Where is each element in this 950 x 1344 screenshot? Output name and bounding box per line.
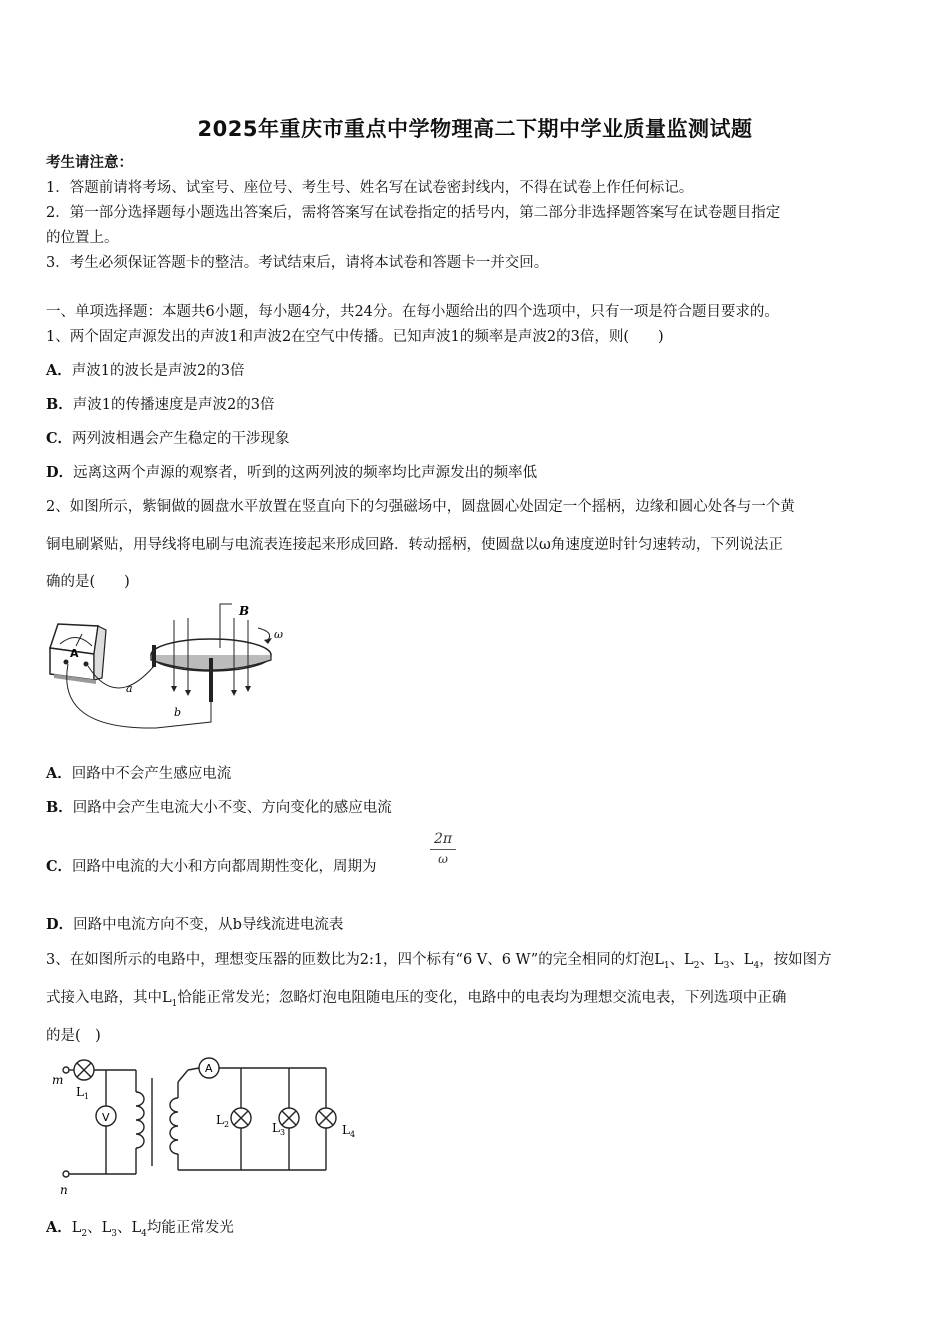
option-letter: B．: [46, 396, 73, 413]
subscript: 3: [723, 960, 730, 971]
stem-sep: 、L: [699, 952, 724, 968]
notice-item: 3．考生必须保证答题卡的整洁。考试结束后，请将本试卷和答题卡一并交回。: [46, 255, 549, 271]
center-axle: [209, 658, 213, 702]
question-2-stem: 铜电刷紧贴，用导线将电刷与电流表连接起来形成回路．转动摇柄，使圆盘以ω角速度逆时针匀速转动，下列说法正: [46, 537, 783, 553]
option-text: 声波1的传播速度是声波2的3倍: [72, 397, 275, 413]
voltmeter-label: V: [102, 1111, 110, 1124]
option-text: 回路中电流的大小和方向都周期性变化，周期为: [72, 859, 377, 875]
q2-option-b: [46, 798, 392, 818]
option-letter: C．: [46, 858, 73, 875]
terminal-n-label: n: [60, 1183, 68, 1197]
option-text: L: [101, 1220, 112, 1236]
wire-b-label: b: [174, 706, 182, 719]
q1-option-b: [46, 395, 274, 415]
option-text: 回路中会产生电流大小不变、方向变化的感应电流: [72, 800, 392, 816]
lamp-l1-label: $L_1$: [76, 1085, 90, 1101]
stem-text: 式接入电路，其中L: [46, 990, 172, 1006]
option-text: L: [131, 1220, 142, 1236]
q3-option-a: [46, 1218, 234, 1244]
stem-text: ，按如图方: [759, 952, 832, 968]
notice-header: 考生请注意：: [46, 154, 133, 171]
question-2-stem: 确的是( ): [46, 574, 130, 590]
subscript: 2: [81, 1228, 88, 1239]
omega-label: ω: [274, 628, 283, 641]
q2-option-d: [46, 915, 343, 935]
period-fraction: [428, 830, 458, 867]
q1-option-d: [46, 463, 537, 483]
stem-text: 恰能正常发光；忽略灯泡电阻随电压的变化，电路中的电表均为理想交流电表，下列选项中正确: [177, 990, 787, 1006]
option-letter: A．: [46, 1219, 72, 1236]
option-text: 回路中不会产生感应电流: [71, 766, 232, 782]
stem-sep: 、L: [729, 952, 754, 968]
question-1-stem: 1、两个固定声源发出的声波1和声波2在空气中传播。已知声波1的频率是声波2的3倍，则( ): [46, 329, 664, 345]
subscript: 1: [171, 998, 178, 1009]
question-3-stem: [46, 988, 786, 1014]
option-letter: D．: [46, 916, 74, 933]
option-sep: 、: [87, 1220, 102, 1236]
fraction-numerator: 2π: [433, 831, 453, 847]
subscript: 4: [753, 960, 760, 971]
subscript: 3: [111, 1228, 118, 1239]
terminal-m-label: m: [52, 1073, 64, 1087]
q1-option-c: [46, 429, 290, 449]
q1-option-a: [46, 361, 244, 381]
option-text: 均能正常发光: [146, 1220, 234, 1236]
question-2-stem: 2、如图所示，紫铜做的圆盘水平放置在竖直向下的匀强磁场中，圆盘圆心处固定一个摇柄，边缘和圆心处各与一个黄: [46, 499, 795, 515]
lamp-l3-label: $L_3$: [272, 1121, 286, 1137]
subscript: 2: [693, 960, 700, 971]
wire-a-label: a: [126, 682, 133, 695]
subscript: 4: [141, 1228, 147, 1239]
transformer-circuit-figure: [46, 1052, 366, 1202]
question-3-stem: [46, 950, 832, 976]
option-text: 声波1的波长是声波2的3倍: [71, 363, 245, 379]
option-sep: 、: [117, 1220, 132, 1236]
disk-generator-figure: [46, 600, 296, 745]
option-letter: B．: [46, 799, 73, 816]
stem-text: 3、在如图所示的电路中，理想变压器的匝数比为2:1，四个标有“6 V、6 W”的完全相同的灯泡L: [46, 952, 664, 968]
option-text: L: [71, 1220, 82, 1236]
option-letter: C．: [46, 430, 73, 447]
ammeter-label: A: [70, 647, 79, 660]
stem-sep: 、L: [669, 952, 694, 968]
option-letter: A．: [46, 765, 72, 782]
ammeter-label: A: [205, 1062, 213, 1075]
question-3-stem: 的是( ): [46, 1028, 101, 1044]
option-letter: D．: [46, 464, 74, 481]
field-label: B: [239, 604, 250, 618]
notice-item: 的位置上。: [46, 230, 119, 246]
q2-option-a: [46, 764, 231, 784]
page-title: 2025年重庆市重点中学物理高二下期中学业质量监测试题: [197, 117, 753, 141]
notice-item: 1．答题前请将考场、试室号、座位号、考生号、姓名写在试卷密封线内，不得在试卷上作任何标记。: [46, 180, 694, 196]
option-text: 回路中电流方向不变，从b导线流进电流表: [73, 917, 344, 933]
option-text: 远离这两个声源的观察者，听到的这两列波的频率均比声源发出的频率低: [73, 465, 538, 481]
edge-brush: [152, 645, 156, 667]
subscript: 1: [663, 960, 670, 971]
fraction-bar: [430, 849, 456, 850]
notice-item: 2．第一部分选择题每小题选出答案后，需将答案写在试卷指定的括号内，第二部分非选择题答案写在试卷题目指定: [46, 205, 781, 221]
lamp-l4-label: $L_4$: [342, 1123, 356, 1139]
option-letter: A．: [46, 362, 72, 379]
section-heading: 一、单项选择题：本题共6小题，每小题4分，共24分。在每小题给出的四个选项中，只有一项是符合题目要求的。: [46, 304, 779, 320]
fraction-denominator: ω: [438, 852, 448, 866]
lamp-l2-label: $L_2$: [216, 1113, 230, 1129]
q2-option-c: [46, 857, 377, 877]
option-text: 两列波相遇会产生稳定的干涉现象: [72, 431, 290, 447]
